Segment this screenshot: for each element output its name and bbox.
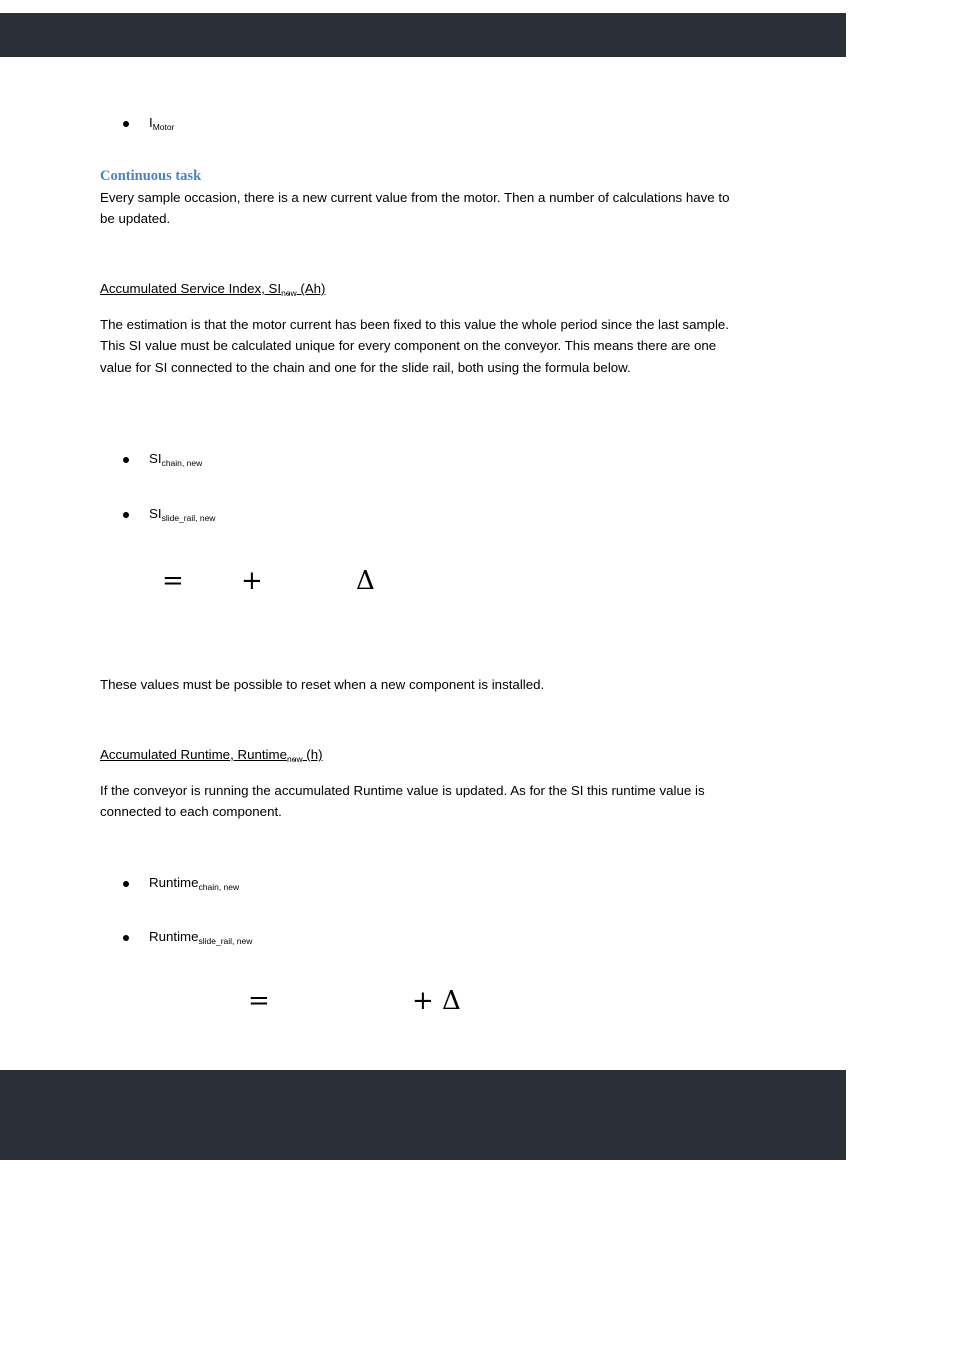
bullet-marker [123,935,129,941]
subheading-subscript: new [286,754,303,764]
bullet-base: SI [149,451,162,466]
bullet-base: Runtime [149,929,199,944]
subheading-text: Accumulated Runtime, Runtime [100,747,287,762]
bullet-marker [123,121,129,127]
paragraph-runtime: If the conveyor is running the accumulated Runtime value is updated. As for the SI this runtime value is connected to each component. [100,783,705,820]
subheading-unit: (Ah) [296,281,326,296]
formula-si-plus: + [241,566,263,596]
bullet-runtime-chain [149,875,239,890]
paragraph-service-index: The estimation is that the motor current has been fixed to this value the whole period since the last sample. This SI value must be calculated unique for every component on the conveyor. This means there are one value for SI connected to the chain and one for the slide rail, both using the formula below. [100,317,729,375]
section-heading-continuous-task: Continuous task [100,168,202,184]
bullet-subscript: slide_rail, new [161,513,216,523]
subheading-subscript: new [281,288,297,298]
bullet-subscript: chain, new [161,458,203,468]
bullet-marker [123,457,129,463]
bullet-marker [123,512,129,518]
formula-runtime-plus-delta: + Δ [412,986,461,1016]
subheading-unit: (h) [302,747,323,762]
bullet-subscript: chain, new [198,882,240,892]
bullet-runtime-slide-rail [149,929,252,944]
formula-si-equals: = [162,566,184,596]
bullet-base: SI [149,506,162,521]
subheading-runtime [100,747,323,762]
bullet-si-chain [149,451,202,466]
bullet-base: Runtime [149,875,199,890]
paragraph-reset-note: These values must be possible to reset when a new component is installed. [100,677,545,692]
paragraph-continuous-task: Every sample occasion, there is a new current value from the motor. Then a number of calculations have to be updated. [100,190,730,227]
bullet-marker [123,881,129,887]
formula-si-delta: Δ [356,566,375,596]
subheading-text: Accumulated Service Index, SI [100,281,282,296]
bullet-subscript: slide_rail, new [198,936,253,946]
bullet-subscript: Motor [152,122,175,132]
bullet-base: I [149,115,153,130]
bullet-i-motor [149,115,174,130]
page-header-band [0,13,846,57]
subheading-service-index [100,281,326,296]
formula-runtime-equals: = [248,986,270,1016]
page-footer-band [0,1070,846,1160]
bullet-si-slide-rail [149,506,215,521]
